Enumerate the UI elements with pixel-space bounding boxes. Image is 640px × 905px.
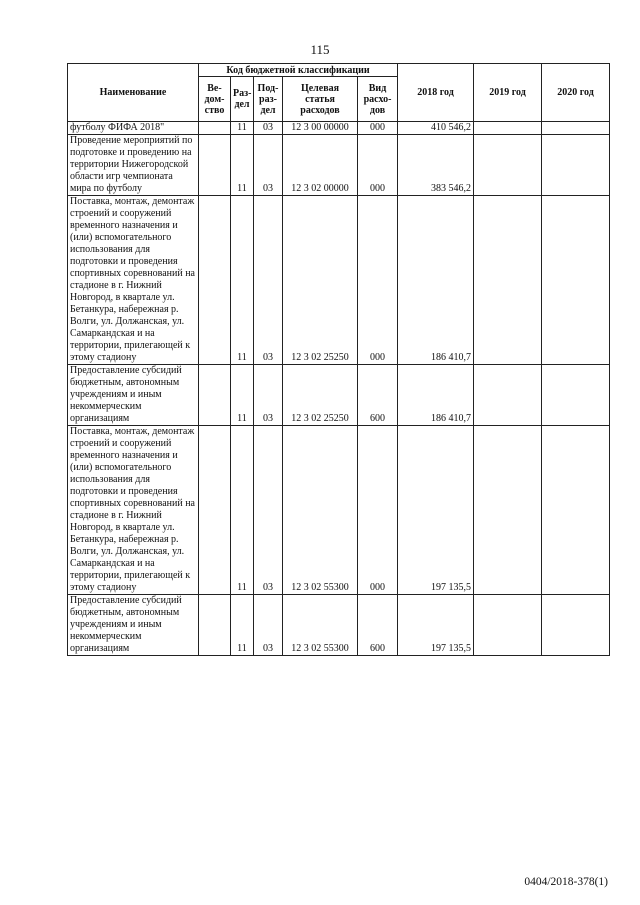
row-celevaya: 12 3 02 25250 bbox=[283, 196, 358, 365]
page-number: 115 bbox=[310, 42, 330, 57]
row-razdel: 11 bbox=[231, 135, 254, 196]
row-amount-2018: 186 410,7 bbox=[398, 365, 474, 426]
row-razdel: 11 bbox=[231, 196, 254, 365]
row-amount-2020 bbox=[542, 595, 610, 656]
row-celevaya: 12 3 02 25250 bbox=[283, 365, 358, 426]
table-row bbox=[68, 122, 610, 135]
table-row bbox=[68, 365, 610, 426]
header-podrazdel: Под- раз- дел bbox=[254, 77, 283, 122]
row-amount-2020 bbox=[542, 196, 610, 365]
row-celevaya: 12 3 02 55300 bbox=[283, 595, 358, 656]
header-vedomstvo: Ве- дом- ство bbox=[199, 77, 231, 122]
row-name: Проведение мероприятий по подготовке и проведению на территории Нижегородской области игр чемпионата мира по футболу bbox=[68, 135, 199, 196]
row-name: Поставка, монтаж, демонтаж строений и сооружений временного назначения и (или) вспомогательного использования для подготовки и проведения спортивных соревнований на стадионе в г. Нижний Новгород, в квартале ул. Бетанкура, набережная р. Волги, ул. Должанская, ул. Самаркандская и на территории, прилегающей к этому стадиону bbox=[68, 426, 199, 595]
header-2019: 2019 год bbox=[474, 64, 542, 122]
row-podrazdel: 03 bbox=[254, 365, 283, 426]
document-id: 0404/2018-378(1) bbox=[524, 876, 608, 888]
row-amount-2018: 197 135,5 bbox=[398, 426, 474, 595]
row-podrazdel: 03 bbox=[254, 122, 283, 135]
table-row bbox=[68, 196, 610, 365]
row-name: Предоставление субсидий бюджетным, автономным учреждениям и иным некоммерческим организациям bbox=[68, 365, 199, 426]
row-amount-2020 bbox=[542, 135, 610, 196]
row-amount-2019 bbox=[474, 426, 542, 595]
header-name: Наименование bbox=[68, 64, 199, 122]
row-vedomstvo bbox=[199, 426, 231, 595]
header-2020: 2020 год bbox=[542, 64, 610, 122]
row-vid: 600 bbox=[358, 365, 398, 426]
row-amount-2018: 383 546,2 bbox=[398, 135, 474, 196]
row-podrazdel: 03 bbox=[254, 595, 283, 656]
row-amount-2018: 197 135,5 bbox=[398, 595, 474, 656]
row-razdel: 11 bbox=[231, 365, 254, 426]
table-row bbox=[68, 595, 610, 656]
header-razdel: Раз- дел bbox=[231, 77, 254, 122]
row-razdel: 11 bbox=[231, 122, 254, 135]
row-celevaya: 12 3 00 00000 bbox=[283, 122, 358, 135]
row-razdel: 11 bbox=[231, 595, 254, 656]
row-amount-2018: 186 410,7 bbox=[398, 196, 474, 365]
row-podrazdel: 03 bbox=[254, 196, 283, 365]
row-vedomstvo bbox=[199, 196, 231, 365]
row-vid: 600 bbox=[358, 595, 398, 656]
row-celevaya: 12 3 02 00000 bbox=[283, 135, 358, 196]
row-vid: 000 bbox=[358, 135, 398, 196]
row-name: Предоставление субсидий бюджетным, автономным учреждениям и иным некоммерческим организациям bbox=[68, 595, 199, 656]
row-name: Поставка, монтаж, демонтаж строений и сооружений временного назначения и (или) вспомогательного использования для подготовки и проведения спортивных соревнований на стадионе в г. Нижний Новгород, в квартале ул. Бетанкура, набережная р. Волги, ул. Должанская, ул. Самаркандская и на территории, прилегающей к этому стадиону bbox=[68, 196, 199, 365]
row-amount-2020 bbox=[542, 426, 610, 595]
row-name: футболу ФИФА 2018" bbox=[68, 122, 199, 135]
header-celevaya: Целевая статья расходов bbox=[283, 77, 358, 122]
row-vedomstvo bbox=[199, 135, 231, 196]
row-amount-2019 bbox=[474, 122, 542, 135]
row-vedomstvo bbox=[199, 122, 231, 135]
row-vid: 000 bbox=[358, 426, 398, 595]
row-vid: 000 bbox=[358, 196, 398, 365]
row-amount-2019 bbox=[474, 196, 542, 365]
row-amount-2019 bbox=[474, 135, 542, 196]
header-row-1 bbox=[68, 64, 610, 77]
row-amount-2019 bbox=[474, 595, 542, 656]
row-vedomstvo bbox=[199, 365, 231, 426]
header-group: Код бюджетной классификации bbox=[199, 64, 398, 77]
row-podrazdel: 03 bbox=[254, 135, 283, 196]
table-row bbox=[68, 426, 610, 595]
row-podrazdel: 03 bbox=[254, 426, 283, 595]
row-amount-2020 bbox=[542, 365, 610, 426]
table-row bbox=[68, 135, 610, 196]
row-vid: 000 bbox=[358, 122, 398, 135]
header-2018: 2018 год bbox=[398, 64, 474, 122]
budget-table bbox=[67, 63, 610, 656]
row-amount-2020 bbox=[542, 122, 610, 135]
row-amount-2018: 410 546,2 bbox=[398, 122, 474, 135]
row-celevaya: 12 3 02 55300 bbox=[283, 426, 358, 595]
header-vid: Вид расхо- дов bbox=[358, 77, 398, 122]
row-razdel: 11 bbox=[231, 426, 254, 595]
row-amount-2019 bbox=[474, 365, 542, 426]
row-vedomstvo bbox=[199, 595, 231, 656]
